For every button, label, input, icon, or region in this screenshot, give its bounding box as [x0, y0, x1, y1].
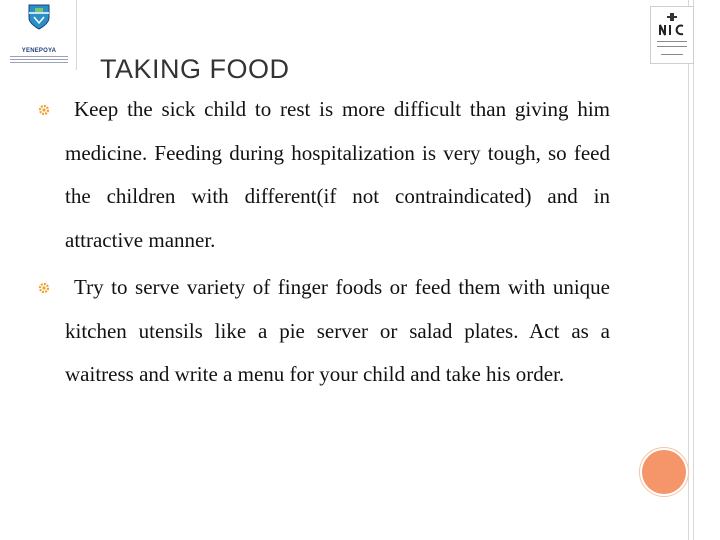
university-logo [4, 2, 74, 66]
gear-bullet-icon [38, 104, 50, 116]
slide-title: TAKING FOOD [100, 54, 290, 84]
frame-divider-right-outer [693, 0, 694, 540]
frame-divider-right-inner [688, 0, 689, 540]
gear-bullet-icon [38, 282, 50, 294]
logo-caption-line [657, 46, 687, 47]
nursing-college-logo-icon [658, 13, 686, 37]
decorative-circle [642, 450, 686, 494]
logo-subtitle-lines [10, 56, 68, 65]
bullet-text: Try to serve variety of finger foods or feed them with unique kitchen utensils like a pie server or salad plates. Act as a waitress and write a menu for your child and take his order. [65, 275, 610, 386]
crest-icon [28, 4, 50, 30]
logo-caption-line [657, 41, 687, 42]
frame-divider-left [76, 0, 77, 70]
nursing-college-logo [650, 6, 694, 64]
logo-wordmark: YENEPOYA [21, 48, 57, 54]
bullet-text: Keep the sick child to rest is more difficult than giving him medicine. Feeding during hospitalization is very tough, so feed the children with different(if not contraindicated) and in attractive manner. [65, 97, 610, 252]
logo-caption-line [661, 54, 683, 55]
